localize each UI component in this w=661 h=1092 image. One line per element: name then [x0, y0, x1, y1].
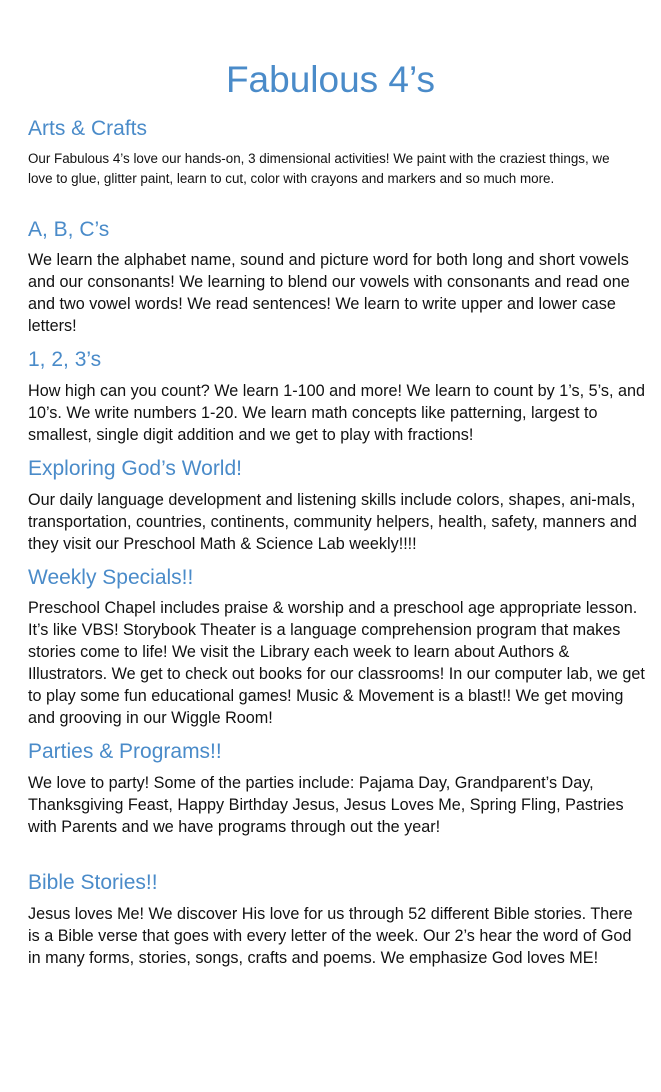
section-body-arts-crafts: Our Fabulous 4’s love our hands-on, 3 dimensional activities! We paint with the craziest things, we love to glue, glitter paint, learn to cut, color with crayons and markers and so much more. [28, 151, 610, 186]
section-body-exploring-gods-world: Our daily language development and listening skills include colors, shapes, ani-mals, transportation, countries, continents, community helpers, health, safety, manners and they visit our Preschool Math & Science Lab weekly!!!! [28, 491, 637, 553]
section-heading-parties-programs: Parties & Programs!! [28, 740, 222, 763]
section-body-bible-stories: Jesus loves Me! We discover His love for us through 52 different Bible stories. There is a Bible verse that goes with every letter of the week. Our 2’s hear the word of God in many forms, stories, songs, crafts and poems. We emphasize God loves ME! [28, 905, 633, 967]
page-title: Fabulous 4’s [225, 59, 436, 100]
section-heading-arts-crafts: Arts & Crafts [28, 117, 148, 140]
section-heading-weekly-specials: Weekly Specials!! [28, 566, 194, 589]
section-body-abcs: We learn the alphabet name, sound and picture word for both long and short vowels and our consonants! We learning to blend our vowels with consonants and read one and two vowel words! We read sentences! We learn to write upper and lower case letters! [28, 251, 630, 335]
section-heading-bible-stories: Bible Stories!! [28, 871, 158, 894]
section-body-parties-programs: We love to party! Some of the parties include: Pajama Day, Grandparent’s Day, Thanksgiving Feast, Happy Birthday Jesus, Jesus Loves Me, Spring Fling, Pastries with Parents and we have programs through out the year! [28, 774, 624, 836]
section-heading-abcs: A, B, C’s [28, 218, 110, 241]
section-body-weekly-specials: Preschool Chapel includes praise & worship and a preschool age appropriate lesson. It’s like VBS! Storybook Theater is a language comprehension program that makes stories come to life! We visit the Library each week to learn about Authors & Illustrators. We get to check out books for our classrooms! In our computer lab, we get to play some fun educational games! Music & Movement is a blast!! We get moving and grooving in our Wiggle Room! [28, 599, 645, 727]
section-body-123s: How high can you count? We learn 1-100 and more! We learn to count by 1’s, 5’s, and 10’s. We write numbers 1-20. We learn math concepts like patterning, largest to smallest, single digit addition and we get to play with fractions! [28, 382, 645, 444]
section-heading-exploring-gods-world: Exploring God’s World! [28, 457, 242, 480]
section-heading-123s: 1, 2, 3’s [28, 348, 102, 371]
